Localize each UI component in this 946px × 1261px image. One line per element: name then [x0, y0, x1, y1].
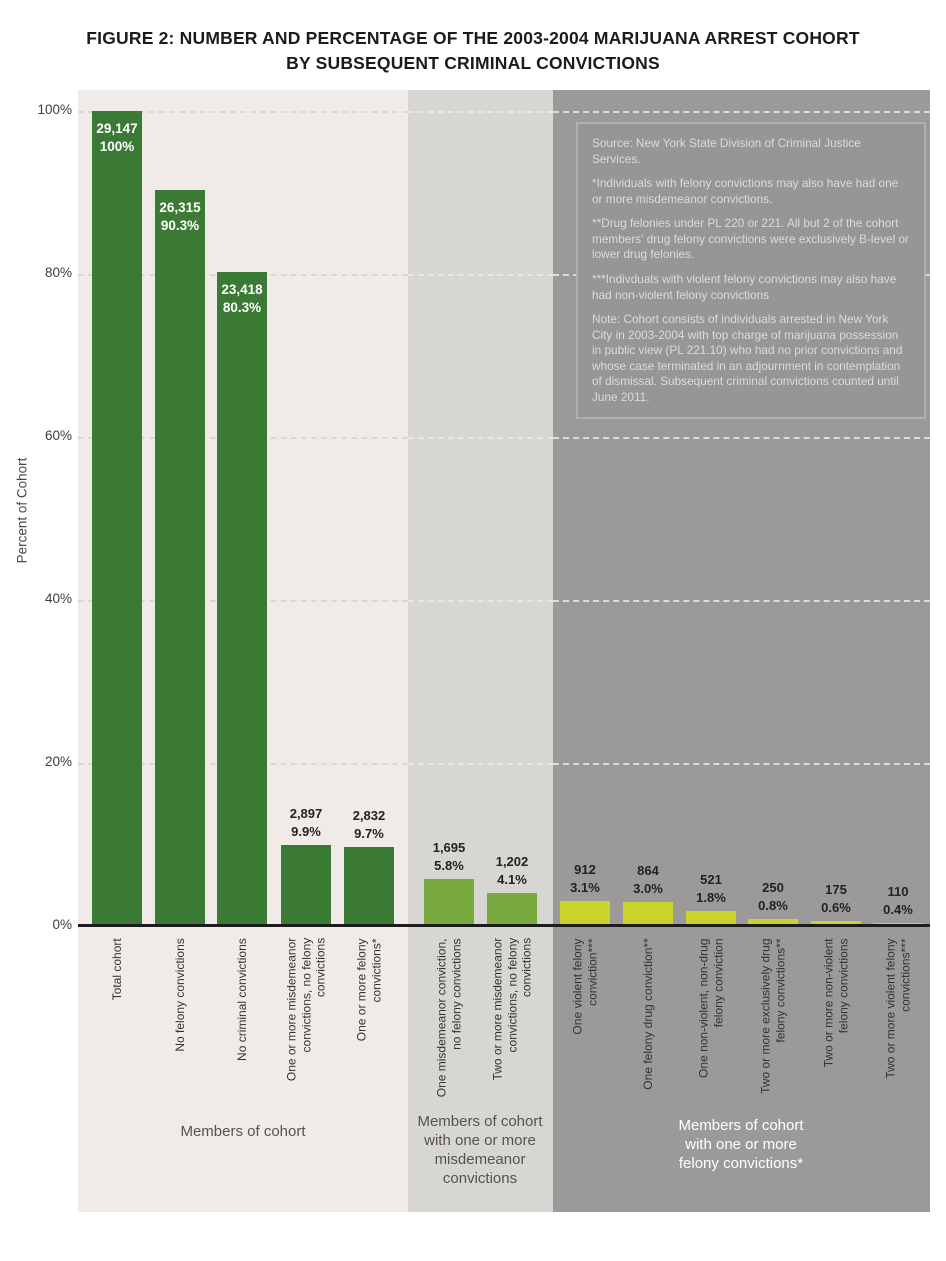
- bar-pct: 1.8%: [696, 890, 726, 905]
- figure-title-line1: FIGURE 2: NUMBER AND PERCENTAGE OF THE 2003-2004 MARIJUANA ARREST COHORT: [86, 28, 860, 48]
- bar-value-label: [92, 120, 142, 156]
- figure-title-line2: BY SUBSEQUENT CRIMINAL CONVICTIONS: [286, 53, 660, 74]
- bar-one-or-more-felony: [344, 847, 394, 926]
- group-label-felony: Members of cohort with one or more felony convictions*: [678, 1117, 804, 1172]
- y-tick-20: 20%: [44, 754, 72, 769]
- bar-value-label: [324, 807, 414, 843]
- note-star1: *Individuals with felony convictions may also have had one or more misdemeanor convictions.: [592, 176, 899, 206]
- group-label-misdemeanor: Members of cohort with one or more misdemeanor convictions: [417, 1113, 543, 1187]
- y-axis-title-text: Percent of Cohort: [14, 457, 30, 563]
- bar-count: 175: [825, 882, 847, 897]
- bar-pct: 0.4%: [883, 902, 913, 917]
- bar-misdemeanor-no-felony: [281, 845, 331, 926]
- bar-pct: 5.8%: [434, 858, 464, 873]
- y-tick-100: 100%: [37, 102, 72, 117]
- source-notes-box: [576, 122, 926, 419]
- figure-2-chart: FIGURE 2: NUMBER AND PERCENTAGE OF THE 2003-2004 MARIJUANA ARREST COHORT BY SUBSEQUENT CRIMINAL CONVICTIONS 100% 80% 60% 40% 20% 0% Percent of Cohort Source: New York State Division of Criminal Justice Services. *Individuals with felony convictions may also have had one or more misdemeanor convictions. **Drug felonies under PL 220 or 221. All but 2 of the cohort members' drug felony convictions were exclusively B-level or lower drug felonies. ***Indivduals with violent felony convictions may also have had non-violent felony convictions Note: Cohort consists of individuals arrested in New York City in 2003-2004 with top charge of marijuana possession in public view (PL 221.10) who had no prior convictions and whose case terminated in an adjournment in contemplation of dismissal. Subsequent criminal convictions counted until June 2011. 29,147 100% 26,315 90.3% 23,418 80.3% 2,897 9.9% 2,832 9.7% 1,695 5.8% 1,202 4.1% 912 3.1% 864 3.0% 521 1.8% 250 0.8% 175 0.6% 110 0.4% Total cohort No felony convictions No criminal convictions One or more misdemeanor convictions, no felony convictions One or more felony convictions* One misdemeanor conviction, no felony convictions Two or more misdemeanor convictions, no felony convictions One violent felony conviction*** One felony drug conviction** One non-violent, non-drug felony conviction Two or more exclusively drug felony convictions** Two or more non-violent felony convictions Two or more violent felony convictions*** Members of cohort Members of cohort with one or more misdemeanor convictions Members of cohort with one or more felony convictions*: [0, 0, 946, 1261]
- figure-title: [0, 26, 946, 77]
- bar-count: 1,695: [432, 840, 466, 855]
- bar-one-violent-felony: [560, 901, 610, 926]
- bar-count: 23,418: [221, 282, 263, 297]
- bar-value-label: [217, 281, 267, 317]
- bar-pct: 9.7%: [354, 826, 384, 841]
- y-tick-80: 80%: [44, 265, 72, 280]
- bar-count: 864: [637, 863, 659, 878]
- bar-pct: 100%: [99, 139, 135, 154]
- bar-two-plus-misdemeanor: [487, 893, 537, 926]
- bar-count: 2,832: [352, 808, 386, 823]
- bar-pct: 80.3%: [222, 300, 262, 315]
- bar-pct: 0.6%: [821, 900, 851, 915]
- bar-count: 110: [887, 884, 909, 899]
- bar-count: 29,147: [96, 121, 138, 136]
- bar-value-label: [155, 199, 205, 235]
- bar-no-criminal-convictions: [217, 272, 267, 926]
- bar-pct: 3.0%: [633, 881, 663, 896]
- bar-pct: 9.9%: [291, 824, 321, 839]
- note-source: Source: New York State Division of Criminal Justice Services.: [592, 136, 861, 166]
- note-cohort: Note: Cohort consists of individuals arrested in New York City in 2003-2004 with top charge of marijuana possession in public view (PL 221.10) who had no prior convictions and whose case terminated in an adjournment in contemplation of dismissal. Subsequent criminal convictions counted until June 2011.: [592, 312, 903, 404]
- bar-count: 521: [700, 872, 722, 887]
- bar-total-cohort: [92, 111, 142, 926]
- bar-count: 912: [574, 862, 596, 877]
- y-tick-40: 40%: [44, 591, 72, 606]
- group-label-members-of-cohort: Members of cohort: [180, 1123, 306, 1140]
- y-tick-0: 0%: [52, 917, 72, 932]
- bar-count: 26,315: [159, 200, 201, 215]
- bar-pct: 4.1%: [497, 872, 527, 887]
- bar-pct: 3.1%: [570, 880, 600, 895]
- bar-pct: 90.3%: [160, 218, 200, 233]
- bar-value-label: [853, 883, 943, 919]
- bar-count: 1,202: [495, 854, 529, 869]
- note-star3: ***Indivduals with violent felony convictions may also have had non-violent felony convictions: [592, 271, 897, 302]
- y-tick-60: 60%: [44, 428, 72, 443]
- bar-no-felony-convictions: [155, 190, 205, 926]
- x-axis-line: [78, 924, 930, 927]
- bar-count: 2,897: [289, 806, 323, 821]
- bar-pct: 0.8%: [758, 898, 788, 913]
- note-star2: **Drug felonies under PL 220 or 221. All but 2 of the cohort members' drug felony convictions were exclusively B-level or lower drug felonies.: [592, 216, 909, 262]
- bar-count: 250: [762, 880, 784, 895]
